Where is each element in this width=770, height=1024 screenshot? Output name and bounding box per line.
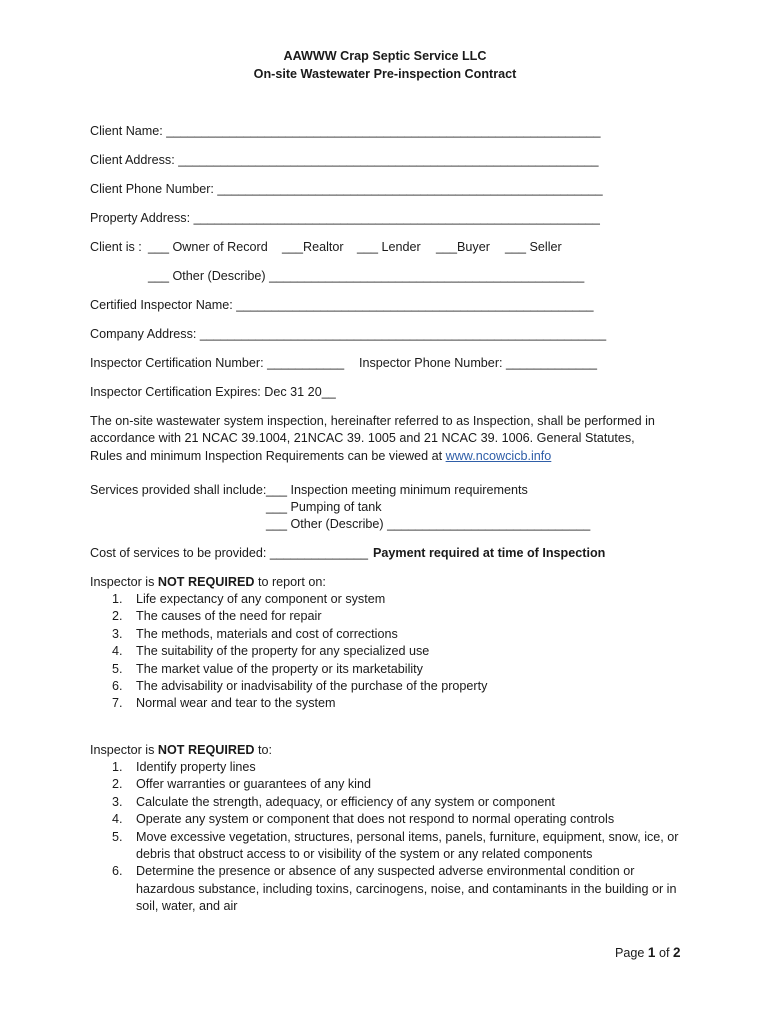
- not-required-emphasis: NOT REQUIRED: [157, 743, 255, 757]
- list-item: 6. The advisability or inadvisability of the purchase of the property: [112, 679, 488, 694]
- company-address-field: Company Address: __________________________________________________________: [90, 327, 607, 341]
- list-item: 5. The market value of the property or its marketability: [112, 661, 423, 676]
- option-realtor: ___Realtor: [282, 240, 344, 254]
- other-describe-field: ___ Other (Describe) _____________________________________________: [148, 269, 585, 283]
- page-footer: Page 1 of 2: [615, 945, 681, 960]
- contract-title: On-site Wastewater Pre-inspection Contract: [253, 67, 517, 81]
- list-item: 4. Operate any system or component that does not respond to normal operating controls: [112, 812, 615, 827]
- payment-note: Payment required at time of Inspection: [373, 546, 606, 560]
- intro-text: The on-site wastewater system inspection, hereinafter referred to as Inspection, shall be performed in accordance with 21 NCAC 39.1004, 21NCAC 39. 1005 and 21 NCAC 39. 1006. General Statutes, Rules and minimum Inspection Requirements can be viewed at: [90, 414, 655, 463]
- inspector-phone-field: Inspector Phone Number: _____________: [359, 356, 598, 370]
- list-item: 1. Identify property lines: [112, 760, 256, 774]
- intro-paragraph: [90, 413, 670, 465]
- client-address-field: Client Address: ____________________________________________________________: [90, 153, 599, 167]
- cert-expires-field: Inspector Certification Expires: Dec 31 20__: [90, 385, 336, 399]
- list-item: 7. Normal wear and tear to the system: [112, 696, 336, 711]
- list-item: 2. The causes of the need for repair: [112, 609, 322, 624]
- client-name-field: Client Name: ______________________________________________________________: [90, 124, 601, 138]
- inspector-cert-number-field: Inspector Certification Number: ___________: [90, 356, 345, 370]
- service-item-other: ___ Other (Describe) _____________________________: [266, 517, 591, 531]
- company-name: AAWWW Crap Septic Service LLC: [283, 49, 487, 63]
- services-label: Services provided shall include:: [90, 483, 267, 497]
- ncowcicb-link[interactable]: www.ncowcicb.info: [445, 448, 552, 463]
- page-number: 1: [647, 945, 656, 960]
- option-seller: ___ Seller: [505, 240, 562, 254]
- report-list: [90, 591, 487, 713]
- list-item: 6. Determine the presence or absence of any suspected adverse environmental condition or hazardous substance, including toxins, carcinogens, noise, and contaminants in the building or in soil, water, and air: [112, 864, 677, 914]
- list-item: 3. The methods, materials and cost of corrections: [112, 626, 398, 641]
- option-lender: ___ Lender: [357, 240, 421, 254]
- list-item: 2. Offer warranties or guarantees of any kind: [112, 777, 371, 792]
- service-item-pumping: ___ Pumping of tank: [266, 500, 382, 514]
- list-item: 5. Move excessive vegetation, structures, personal items, panels, furniture, equipment, snow, ice, or debris that obstruct access to or visibility of the system or any related components: [112, 829, 679, 862]
- required-section-heading: Inspector is NOT REQUIRED to:: [90, 743, 272, 757]
- list-item: 1. Life expectancy of any component or system: [112, 592, 386, 606]
- page-total: 2: [672, 945, 681, 960]
- service-item-inspection: ___ Inspection meeting minimum requirements: [266, 483, 528, 497]
- list-item: 4. The suitability of the property for any specialized use: [112, 644, 430, 659]
- option-owner-of-record: ___ Owner of Record: [148, 240, 268, 254]
- report-section-heading: Inspector is NOT REQUIRED to report on:: [90, 575, 326, 589]
- certified-inspector-name-field: Certified Inspector Name: ___________________________________________________: [90, 298, 594, 312]
- client-phone-field: Client Phone Number: _______________________________________________________: [90, 182, 603, 196]
- cost-field: Cost of services to be provided: ______________: [90, 546, 368, 560]
- required-list: [90, 759, 690, 916]
- list-item: 3. Calculate the strength, adequacy, or efficiency of any system or component: [112, 794, 555, 809]
- property-address-field: Property Address: __________________________________________________________: [90, 211, 600, 225]
- option-buyer: ___Buyer: [436, 240, 490, 254]
- not-required-emphasis: NOT REQUIRED: [157, 575, 255, 589]
- client-is-label: Client is :: [90, 240, 142, 254]
